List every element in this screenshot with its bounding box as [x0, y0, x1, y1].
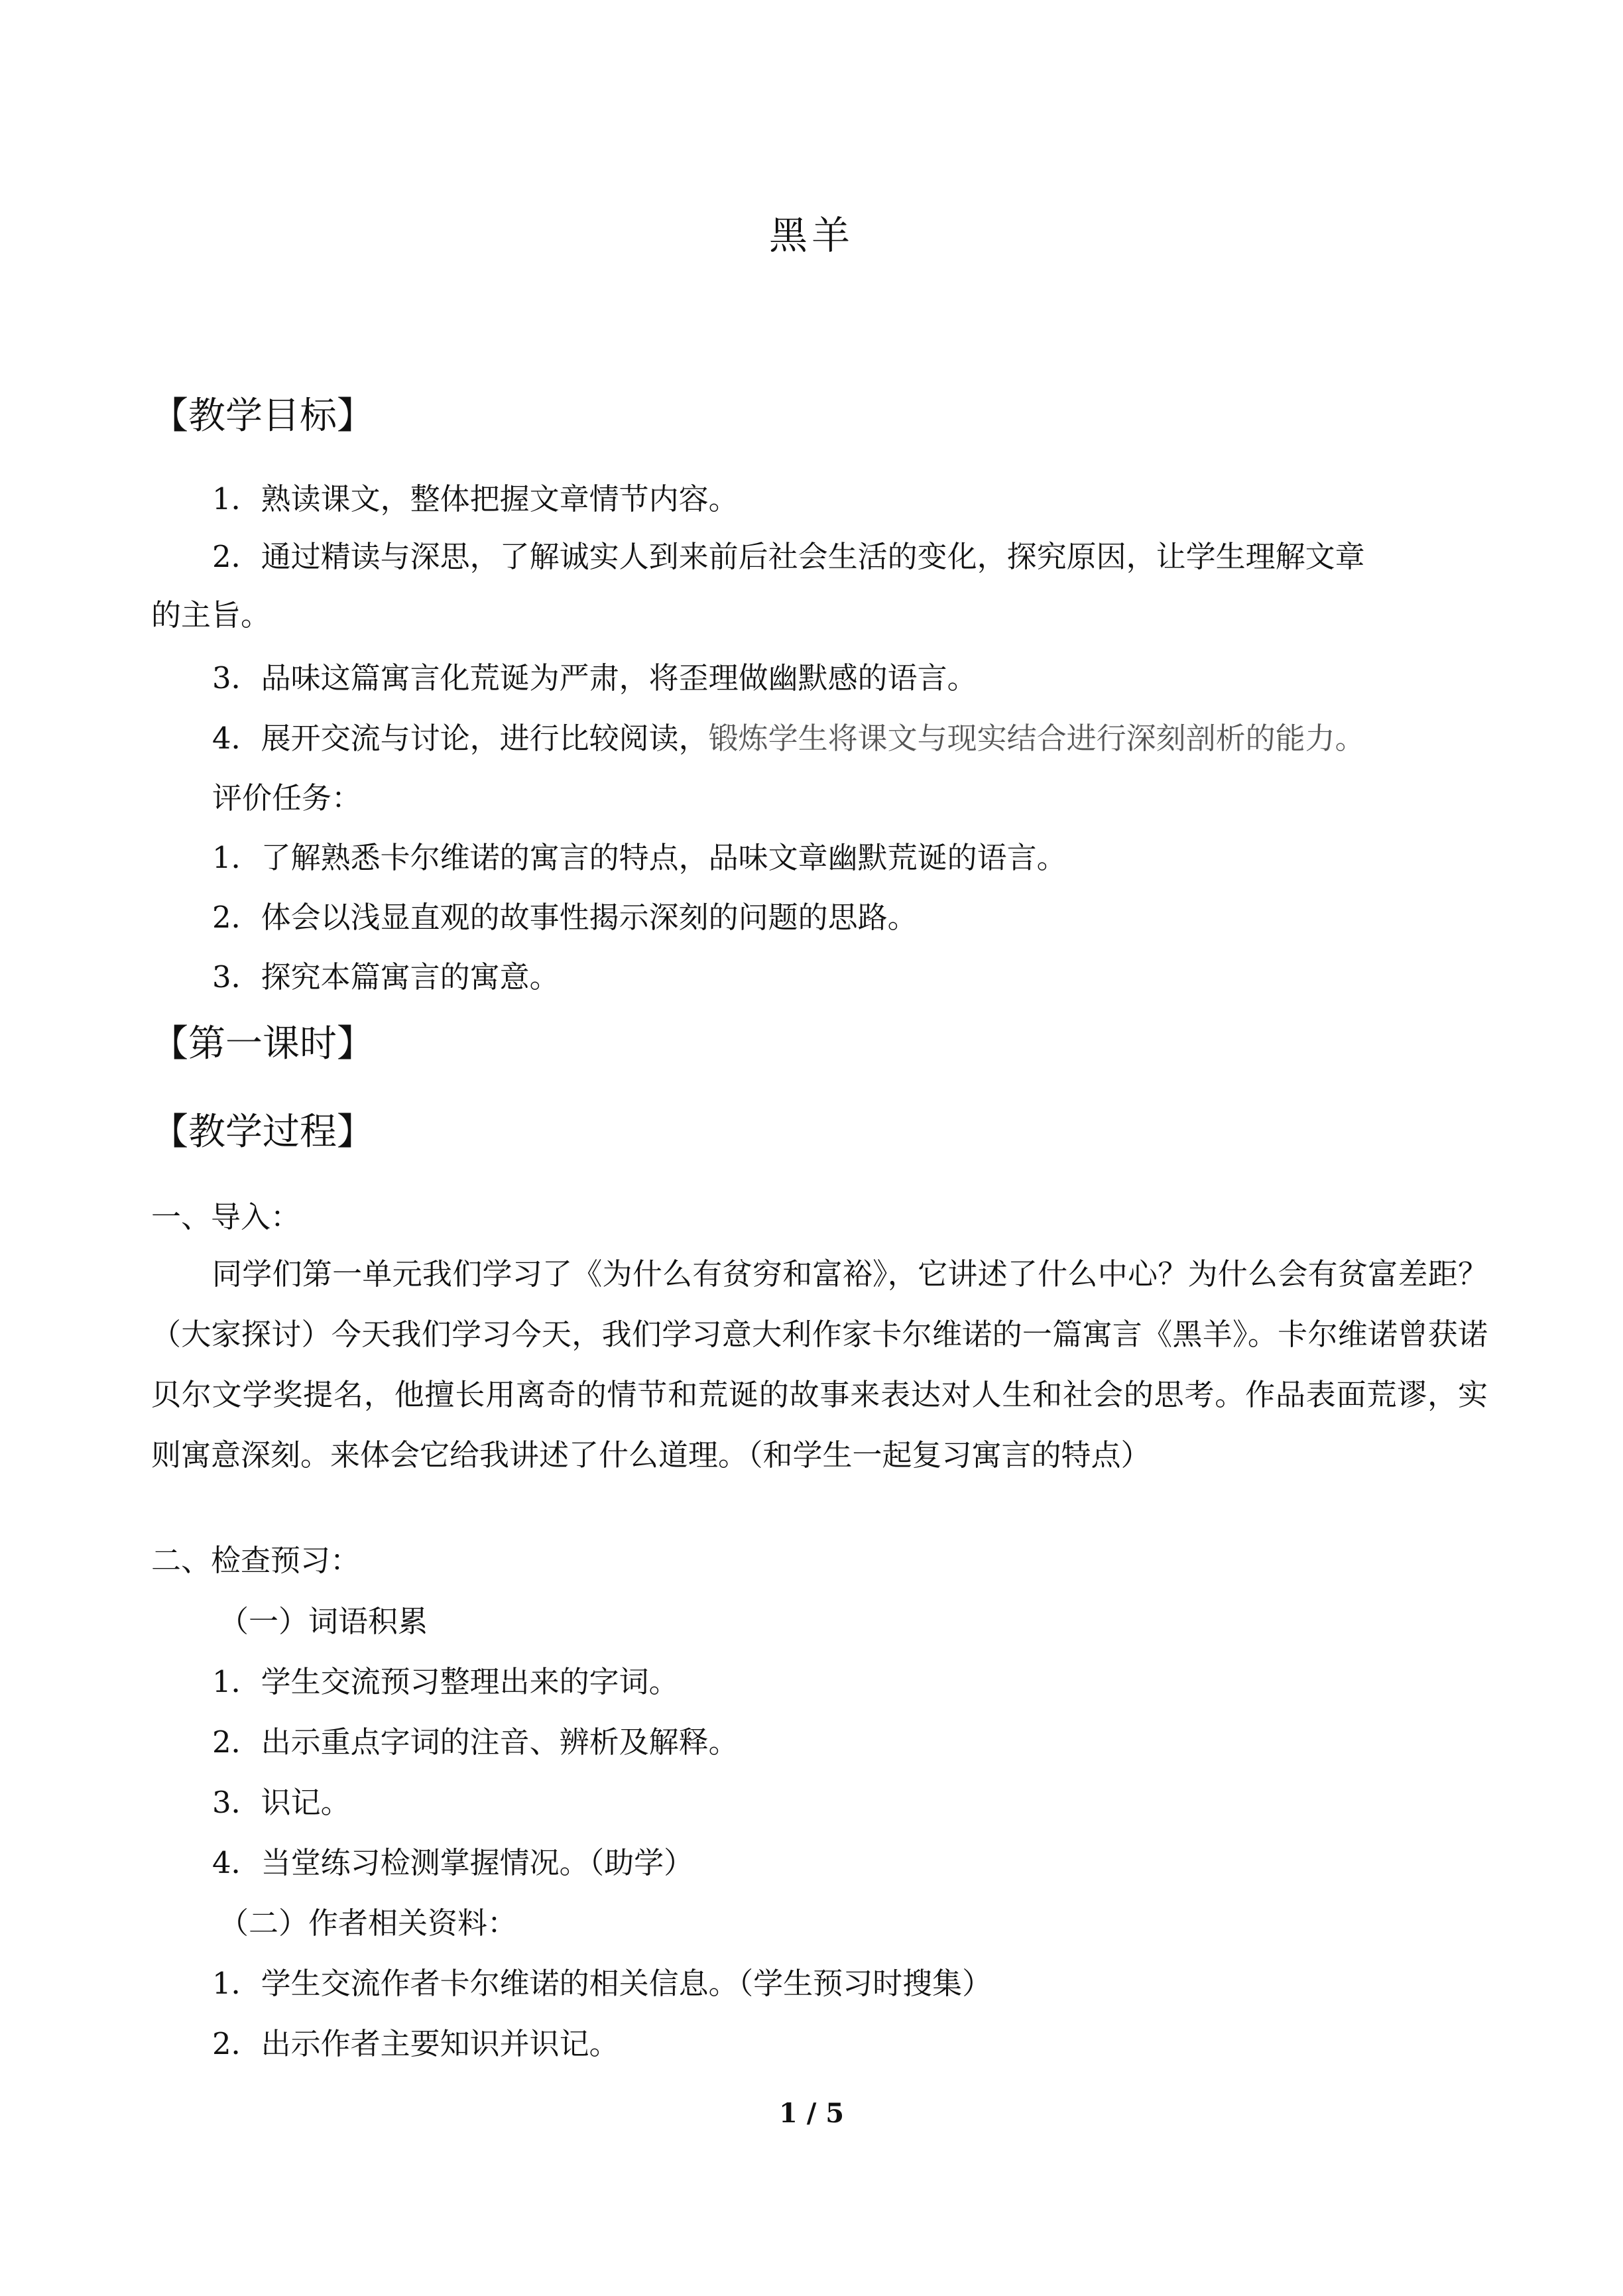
evaluation-item-2: 2．体会以浅显直观的故事性揭示深刻的问题的思路。 — [212, 900, 918, 935]
lesson-heading: 【第一课时】 — [151, 1022, 374, 1065]
author-label: （二）作者相关资料： — [219, 1905, 518, 1941]
objective-item-4-part-a: 4．展开交流与讨论，进行比较阅读， — [212, 721, 709, 756]
page-title: 黑羊 — [768, 213, 854, 258]
vocabulary-item-2: 2．出示重点字词的注音、辨析及解释。 — [212, 1724, 739, 1760]
objective-item-1: 1．熟读课文，整体把握文章情节内容。 — [212, 481, 739, 516]
intro-label: 一、导入： — [151, 1199, 301, 1235]
vocabulary-item-3: 3．识记。 — [212, 1785, 351, 1820]
evaluation-item-1: 1．了解熟悉卡尔维诺的寓言的特点，品味文章幽默荒诞的语言。 — [212, 840, 1067, 875]
objectives-heading: 【教学目标】 — [151, 394, 374, 438]
check-preview-label: 二、检查预习： — [151, 1543, 361, 1578]
vocabulary-item-1: 1．学生交流预习整理出来的字词。 — [212, 1664, 679, 1699]
evaluation-item-3: 3．探究本篇寓言的寓意。 — [212, 959, 560, 995]
intro-paragraph: 同学们第一单元我们学习了《为什么有贫穷和富裕》，它讲述了什么中心？为什么会有贫富差距？（大家探讨）今天我们学习今天，我们学习意大利作家卡尔维诺的一篇寓言《黑羊》。卡尔维诺曾获诺贝尔文学奖提名，他擅长用离奇的情节和荒诞的故事来表达对人生和社会的思考。作品表面荒谬，实则寓意深刻。来体会它给我讲述了什么道理。（和学生一起复习寓言的特点） — [151, 1256, 1488, 1473]
evaluation-label: 评价任务： — [212, 780, 362, 816]
objective-item-3: 3．品味这篇寓言化荒诞为严肃，将歪理做幽默感的语言。 — [212, 660, 977, 695]
vocabulary-item-4: 4．当堂练习检测掌握情况。（助学） — [212, 1845, 694, 1880]
process-heading: 【教学过程】 — [151, 1111, 374, 1154]
page-number: 1 / 5 — [778, 2098, 845, 2129]
author-item-1: 1．学生交流作者卡尔维诺的相关信息。（学生预习时搜集） — [212, 1966, 992, 2001]
objective-item-4-part-b: 锻炼学生将课文与现实结合进行深刻剖析的能力。 — [708, 721, 1365, 756]
vocabulary-label: （一）词语积累 — [219, 1604, 428, 1639]
author-item-2: 2．出示作者主要知识并识记。 — [212, 2026, 619, 2061]
objective-item-2-continued: 的主旨。 — [151, 597, 271, 633]
objective-item-2: 2．通过精读与深思，了解诚实人到来前后社会生活的变化，探究原因，让学生理解文章 — [212, 539, 1365, 574]
objective-item-4 — [212, 717, 1365, 760]
